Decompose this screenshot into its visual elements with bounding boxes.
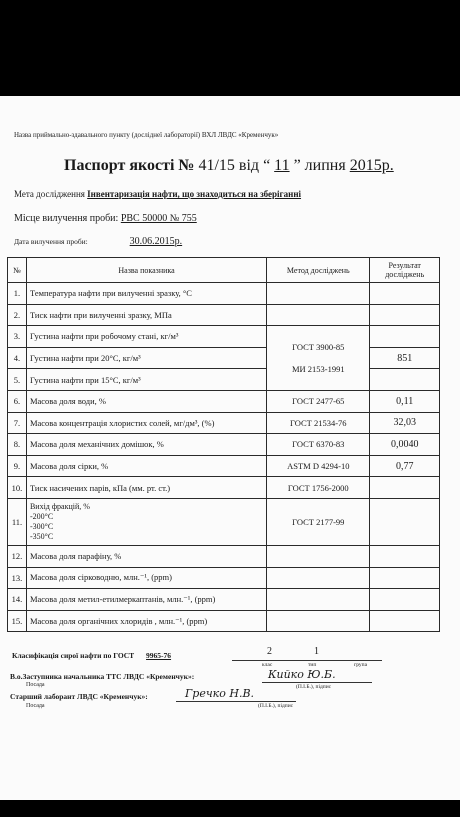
header-result: Результат досліджень <box>370 258 440 283</box>
density-method-1: ГОСТ 3900-85 <box>292 342 345 353</box>
row-result <box>370 326 440 348</box>
row-name: Густина нафти при 20°С, кг/м³ <box>26 347 266 369</box>
title-year: 2015р. <box>349 157 394 174</box>
table-row <box>8 304 440 326</box>
purpose-value: Інвентаризація нафти, що знаходиться на зберіганні <box>87 189 302 199</box>
header-no: № <box>8 258 27 283</box>
row-name: Масова доля парафіну, % <box>26 545 266 567</box>
table-row <box>8 589 440 611</box>
row-method: ГОСТ 2177-99 <box>267 498 370 545</box>
table-header-row <box>8 258 440 283</box>
table-row <box>8 610 440 632</box>
merged-density-method <box>267 326 370 391</box>
row-result <box>370 567 440 589</box>
row-method <box>267 610 370 632</box>
row-number: 15. <box>8 610 27 632</box>
row-number: 3. <box>8 326 27 348</box>
classification-value: 9965-76 <box>146 651 172 660</box>
fraction-200: -200°С <box>29 511 54 521</box>
row-result <box>370 283 440 305</box>
title-date-from: від “ <box>238 157 271 174</box>
fractions-title: Вихід фракцій, % <box>29 501 90 511</box>
row-name: Густина нафти при робочому стані, кг/м³ <box>26 326 266 348</box>
row-name: Масова доля органічних хлоридів , млн.⁻¹, (ppm) <box>26 610 266 632</box>
table-row <box>8 477 440 499</box>
place-line <box>14 213 197 224</box>
row-number: 11. <box>8 498 27 545</box>
caption-type: тип <box>308 662 317 668</box>
row-number: 7. <box>8 412 27 434</box>
row-result: 0,0040 <box>370 434 440 456</box>
row-name: Тиск нафти при вилученні зразку, МПа <box>26 304 266 326</box>
table-row <box>8 567 440 589</box>
row-number: 4. <box>8 347 27 369</box>
table-row <box>8 498 440 545</box>
table-row <box>8 545 440 567</box>
document-title <box>64 157 394 175</box>
row-result <box>370 477 440 499</box>
row-result: 0,11 <box>370 390 440 412</box>
row-number: 12. <box>8 545 27 567</box>
caption-group: група <box>354 662 368 668</box>
row-number: 13. <box>8 567 27 589</box>
classification-underline <box>232 660 382 661</box>
table-row <box>8 369 440 391</box>
row-result <box>370 304 440 326</box>
lab-label: Старший лаборант ЛВДС «Кременчук»: <box>10 692 148 701</box>
place-value: РВС 50000 № 755 <box>120 213 197 224</box>
row-name: Масова концентрація хлористих солей, мг/дм³, (%) <box>26 412 266 434</box>
table-row <box>8 455 440 477</box>
row-name: Масова доля сірки, % <box>26 455 266 477</box>
date-label: Дата вилучення проби: <box>14 237 88 246</box>
table-row <box>8 434 440 456</box>
row-method: ГОСТ 6370-83 <box>267 434 370 456</box>
row-result <box>370 545 440 567</box>
deputy-underline <box>262 682 372 683</box>
bottom-black-bar <box>0 800 460 817</box>
date-line <box>14 236 182 247</box>
title-date-mid: ” липня <box>293 157 346 174</box>
type-value: 1 <box>314 646 319 657</box>
deputy-name: Кийко Ю.Б. <box>268 668 336 681</box>
class-value: 2 <box>267 646 272 657</box>
row-name: Масова доля сірководню, млн.⁻¹, (ppm) <box>26 567 266 589</box>
title-prefix: Паспорт якості № <box>64 157 195 174</box>
table-row <box>8 283 440 305</box>
classification-label: Класифікація сирої нафти по ГОСТ <box>12 651 135 660</box>
row-method <box>267 283 370 305</box>
lab-caption-position: Посада <box>26 703 45 709</box>
header-name: Назва показника <box>26 258 266 283</box>
passport-number: 41/15 <box>198 157 235 174</box>
row-result <box>370 369 440 391</box>
row-result <box>370 610 440 632</box>
lab-caption-signature: (П.І.Б.), підпис <box>258 703 294 709</box>
row-method <box>267 567 370 589</box>
row-name: Масова доля води, % <box>26 390 266 412</box>
fraction-300: -300°С <box>29 521 54 531</box>
purpose-label: Мета дослідження <box>14 189 85 199</box>
row-number: 14. <box>8 589 27 611</box>
row-method: ГОСТ 1756-2000 <box>267 477 370 499</box>
row-name: Масова доля метил-етилмеркаптанів, млн.⁻¹, (ppm) <box>26 589 266 611</box>
caption-class: клас <box>262 662 273 668</box>
quality-table <box>7 257 440 632</box>
row-method <box>267 545 370 567</box>
row-name-fractions <box>26 498 266 545</box>
table-row <box>8 412 440 434</box>
purpose-line <box>14 189 301 199</box>
row-name: Масова доля механічних домішок, % <box>26 434 266 456</box>
fraction-350: -350°С <box>29 531 54 541</box>
row-result <box>370 589 440 611</box>
row-name: Тиск насичених парів, кПа (мм. рт. ст.) <box>26 477 266 499</box>
row-number: 1. <box>8 283 27 305</box>
lab-name: Гречко Н.В. <box>185 687 255 700</box>
row-result: 32,03 <box>370 412 440 434</box>
row-method: ГОСТ 21534-76 <box>267 412 370 434</box>
row-method: ГОСТ 2477-65 <box>267 390 370 412</box>
deputy-caption-signature: (П.І.Б.), підпис <box>296 684 332 690</box>
header-method: Метод досліджень <box>267 258 370 283</box>
row-number: 5. <box>8 369 27 391</box>
table-row <box>8 326 440 348</box>
row-number: 8. <box>8 434 27 456</box>
place-label: Місце вилучення проби: <box>14 213 119 224</box>
deputy-caption-position: Посада <box>26 682 45 688</box>
row-number: 10. <box>8 477 27 499</box>
lab-underline <box>176 701 296 702</box>
top-black-bar <box>0 0 460 96</box>
row-number: 6. <box>8 390 27 412</box>
table-row <box>8 347 440 369</box>
classification-line <box>12 651 171 660</box>
row-number: 9. <box>8 455 27 477</box>
row-name: Густина нафти при 15°С, кг/м³ <box>26 369 266 391</box>
row-result: 0,77 <box>370 455 440 477</box>
row-method <box>267 589 370 611</box>
density-method-2: МИ 2153-1991 <box>291 364 345 375</box>
title-day: 11 <box>274 157 290 174</box>
row-method <box>267 304 370 326</box>
row-result <box>370 498 440 545</box>
deputy-label: В.о.Заступника начальника ТТС ЛВДС «Кременчук»: <box>10 672 195 681</box>
row-name: Температура нафти при вилученні зразку, °С <box>26 283 266 305</box>
row-result: 851 <box>370 347 440 369</box>
date-value: 30.06.2015р. <box>129 236 183 247</box>
institution-line: Назва приймально-здавального пункту (досліднеї лабораторії) ВХЛ ЛВДС «Кременчук» <box>14 131 279 139</box>
row-number: 2. <box>8 304 27 326</box>
table-row <box>8 390 440 412</box>
row-method: ASTM D 4294-10 <box>267 455 370 477</box>
